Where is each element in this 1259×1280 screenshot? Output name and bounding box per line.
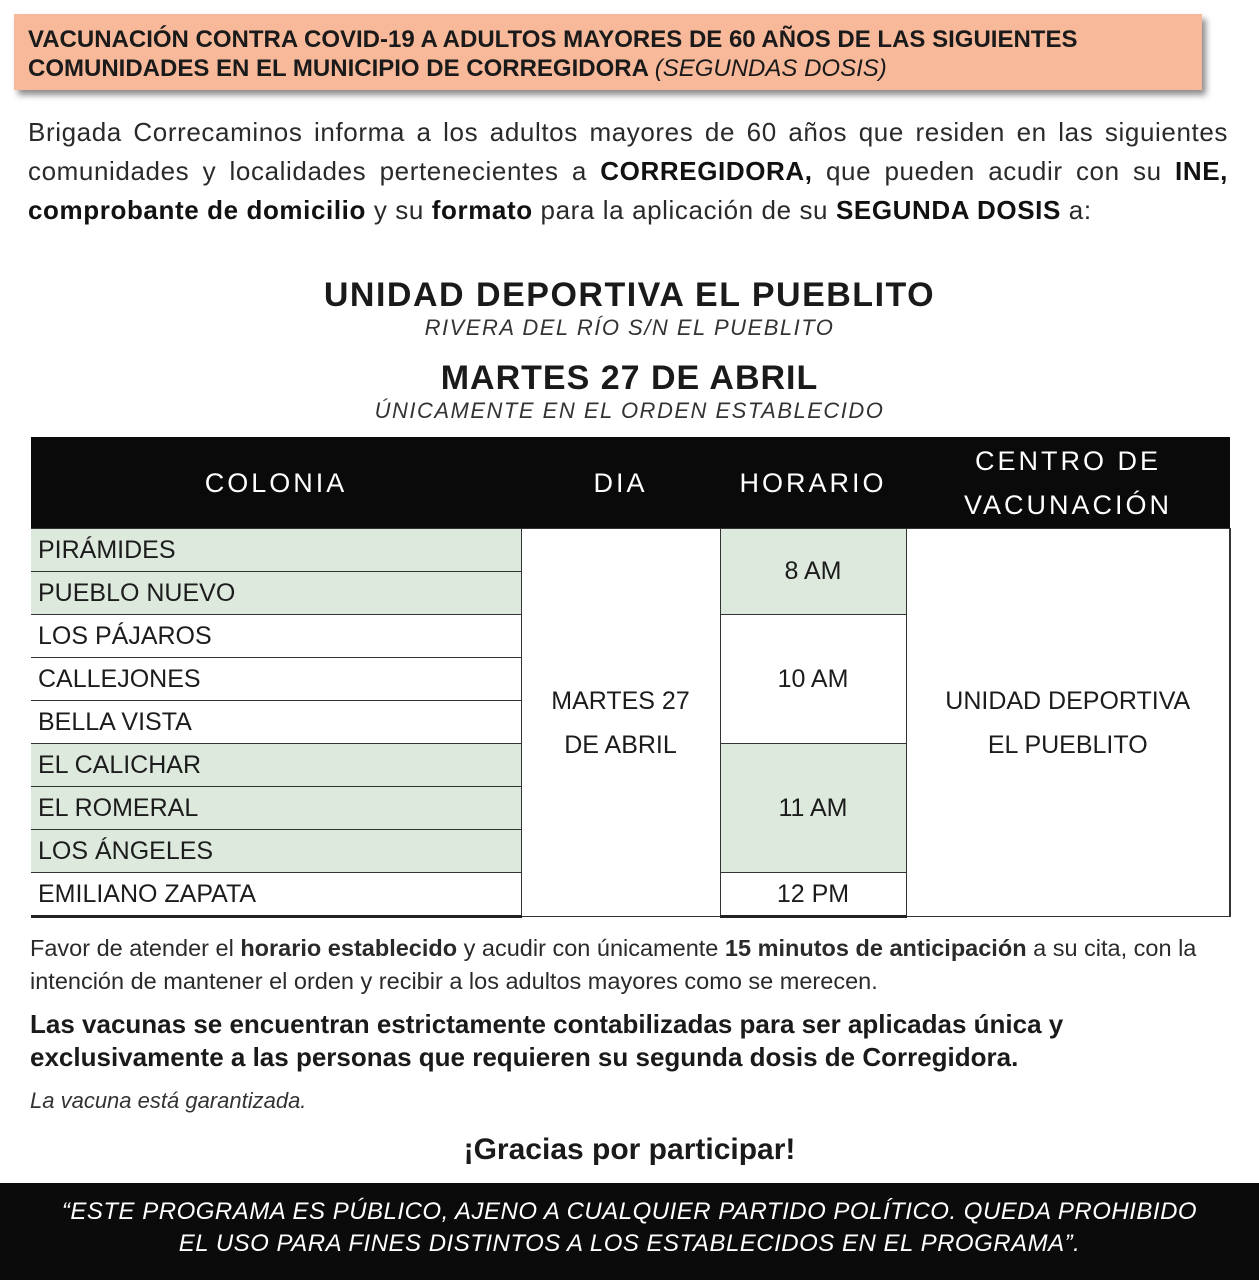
- note-schedule: [30, 932, 1230, 998]
- header-centro-line1: CENTRO DE: [974, 445, 1161, 476]
- intro-bold-segunda-dosis: SEGUNDA DOSIS: [835, 195, 1061, 225]
- colonia-cell: PIRÁMIDES: [31, 529, 521, 572]
- centro-line1: UNIDAD DEPORTIVA: [945, 686, 1191, 715]
- thanks-message: ¡Gracias por participar!: [463, 1133, 796, 1166]
- dia-cell: [521, 529, 720, 917]
- centro-cell: [906, 529, 1230, 917]
- banner-title-line2-bold: COMUNIDADES EN EL MUNICIPIO DE CORREGIDORA: [28, 55, 649, 82]
- header-horario: HORARIO: [720, 437, 906, 529]
- colonia-cell: EL CALICHAR: [31, 744, 521, 787]
- intro-paragraph: [28, 113, 1228, 230]
- colonia-cell: BELLA VISTA: [31, 701, 521, 744]
- note1-text-3: a su cita, con la intención de mantener el orden y recibir a los adultos mayores como se merecen.: [30, 935, 1197, 994]
- intro-text-5: a:: [1060, 195, 1092, 225]
- horario-cell: 8 AM: [720, 529, 906, 615]
- footer-disclaimer: [0, 1183, 1259, 1280]
- horario-cell: 12 PM: [720, 873, 906, 917]
- schedule-table: [31, 437, 1231, 918]
- dia-line1: MARTES 27: [551, 686, 690, 715]
- dia-line2: DE ABRIL: [564, 730, 677, 759]
- horario-cell: 11 AM: [720, 744, 906, 873]
- header-centro-line2: VACUNACIÓN: [963, 489, 1173, 520]
- footer-line2: EL USO PARA FINES DISTINTOS A LOS ESTABLECIDOS EN EL PROGRAMA”.: [178, 1230, 1081, 1257]
- colonia-cell: CALLEJONES: [31, 658, 521, 701]
- note1-bold-minutos: 15 minutos de anticipación: [724, 935, 1027, 961]
- order-note: ÚNICAMENTE EN EL ORDEN ESTABLECIDO: [374, 398, 885, 423]
- colonia-cell: LOS PÁJAROS: [31, 615, 521, 658]
- intro-bold-formato: formato: [431, 195, 533, 225]
- intro-text-4: para la aplicación de su: [532, 195, 836, 225]
- banner-title-line2: [28, 54, 1188, 83]
- footer-line1: “ESTE PROGRAMA ES PÚBLICO, AJENO A CUALQUIER PARTIDO POLÍTICO. QUEDA PROHIBIDO: [61, 1198, 1198, 1225]
- banner-subtitle: (SEGUNDAS DOSIS): [654, 55, 887, 82]
- date-title: MARTES 27 DE ABRIL: [440, 359, 819, 397]
- colonia-cell: EMILIANO ZAPATA: [31, 873, 521, 917]
- venue-address: RIVERA DEL RÍO S/N EL PUEBLITO: [424, 315, 835, 340]
- note1-text-2: y acudir con únicamente: [457, 935, 725, 961]
- colonia-cell: PUEBLO NUEVO: [31, 572, 521, 615]
- intro-bold-documents: INE, comprobante de domicilio: [28, 156, 1228, 225]
- note1-text-1: Favor de atender el: [30, 935, 241, 961]
- centro-line2: EL PUEBLITO: [987, 730, 1148, 759]
- table-row: [31, 529, 1230, 572]
- colonia-cell: EL ROMERAL: [31, 787, 521, 830]
- venue-title: UNIDAD DEPORTIVA EL PUEBLITO: [323, 276, 936, 314]
- intro-bold-corregidora: CORREGIDORA,: [600, 156, 813, 186]
- header-colonia: COLONIA: [31, 437, 521, 529]
- table-header-row: [31, 437, 1230, 529]
- horario-cell: 10 AM: [720, 615, 906, 744]
- title-banner: [14, 14, 1202, 90]
- note-vaccines-counted: Las vacunas se encuentran estrictamente contabilizadas para ser aplicadas única y exclusivamente a las personas que requieren su segunda dosis de Corregidora.: [30, 1009, 1064, 1072]
- note1-bold-horario: horario establecido: [240, 935, 458, 961]
- colonia-cell: LOS ÁNGELES: [31, 830, 521, 873]
- banner-title-line1: VACUNACIÓN CONTRA COVID-19 A ADULTOS MAYORES DE 60 AÑOS DE LAS SIGUIENTES: [28, 26, 1078, 53]
- note-guaranteed: La vacuna está garantizada.: [30, 1088, 307, 1113]
- intro-text-3: y su: [366, 195, 432, 225]
- header-dia: DIA: [521, 437, 720, 529]
- intro-text-2: que pueden acudir con su: [812, 156, 1176, 186]
- intro-text-1: Brigada Correcaminos informa a los adultos mayores de 60 años que residen en las siguientes comunidades y localidades pertenecientes a: [28, 117, 1228, 186]
- header-centro: [906, 437, 1230, 529]
